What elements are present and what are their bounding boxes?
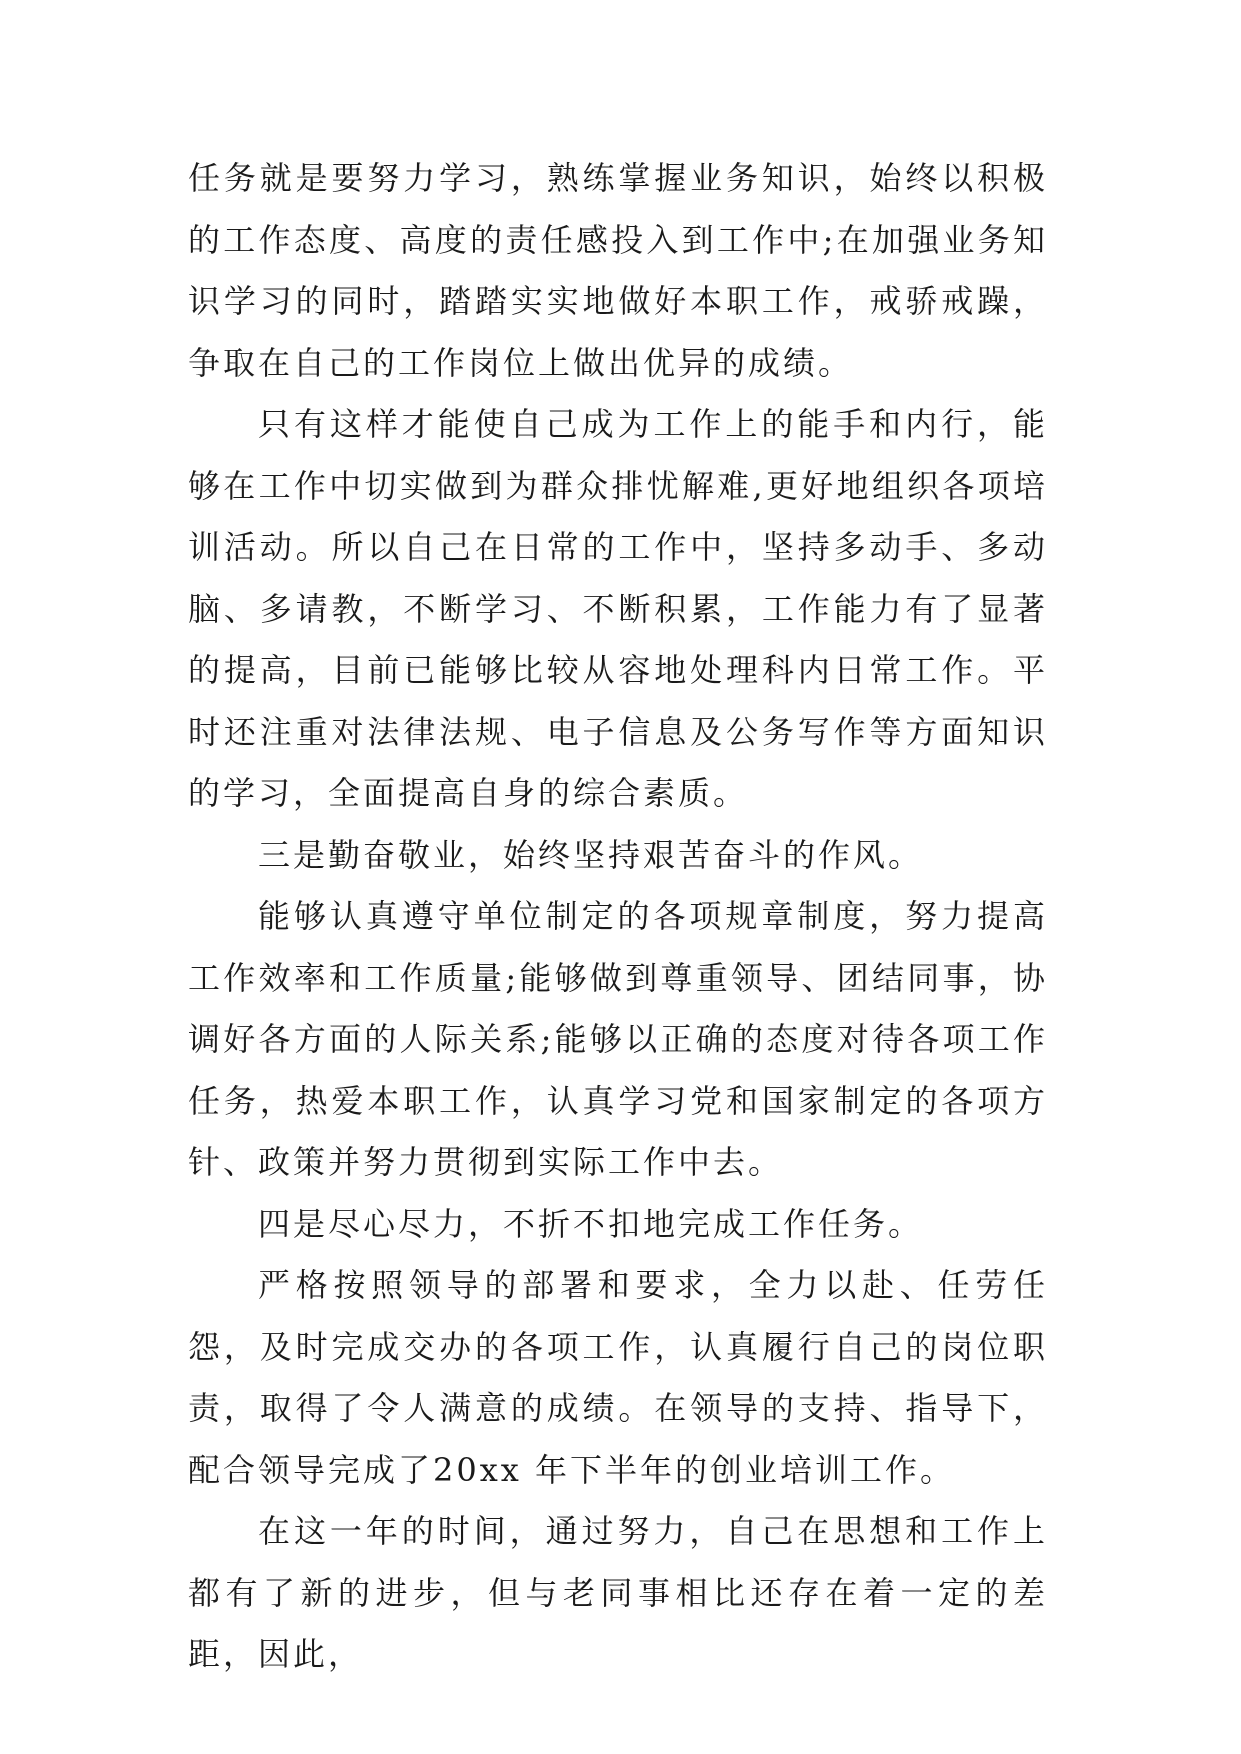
paragraph-1: 任务就是要努力学习，熟练掌握业务知识，始终以积极的工作态度、高度的责任感投入到工作中;在加强业务知识学习的同时，踏踏实实地做好本职工作，戒骄戒躁，争取在自己的工作岗位上做出优异的成绩。 — [188, 159, 1048, 382]
paragraph-3: 三是勤奋敬业，始终坚持艰苦奋斗的作风。 — [258, 835, 924, 874]
paragraph-7: 在这一年的时间，通过努力，自己在思想和工作上都有了新的进步，但与老同事相比还存在着一定的差距，因此， — [188, 1512, 1048, 1673]
paragraph-5: 四是尽心尽力，不折不扣地完成工作任务。 — [258, 1204, 924, 1243]
paragraph-4: 能够认真遵守单位制定的各项规章制度，努力提高工作效率和工作质量;能够做到尊重领导、团结同事，协调好各方面的人际关系;能够以正确的态度对待各项工作任务，热爱本职工作，认真学习党和国家制定的各项方针、政策并努力贯彻到实际工作中去。 — [188, 897, 1048, 1181]
document-body — [188, 148, 1048, 1686]
paragraph-2: 只有这样才能使自己成为工作上的能手和内行，能够在工作中切实做到为群众排忧解难,更好地组织各项培训活动。所以自己在日常的工作中，坚持多动手、多动脑、多请教，不断学习、不断积累，工作能力有了显著的提高，目前已能够比较从容地处理科内日常工作。平时还注重对法律法规、电子信息及公务写作等方面知识的学习，全面提高自身的综合素质。 — [188, 405, 1048, 812]
paragraph-6: 严格按照领导的部署和要求，全力以赴、任劳任怨，及时完成交办的各项工作，认真履行自己的岗位职责，取得了令人满意的成绩。在领导的支持、指导下，配合领导完成了20xx 年下半年的创业培训工作。 — [188, 1266, 1048, 1489]
